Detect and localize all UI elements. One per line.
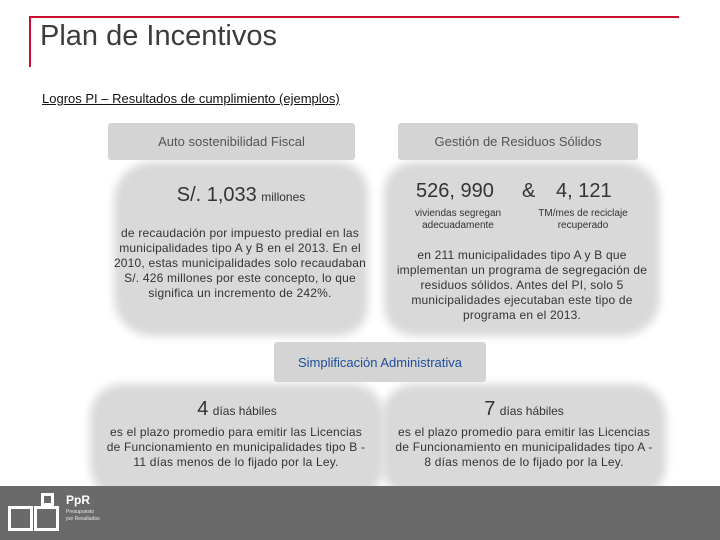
fiscal-description: de recaudación por impuesto predial en las municipalidades tipo A y B en el 2013. En el 2010, estas municipalidades solo recaudaban S/. 426 millones por este concepto, lo que significa un incremento de 242%. [113,226,367,300]
ppr-logo-sub-1: Presupuesto [66,509,95,515]
ppr-logo-sub-2: por Resultados [66,516,100,522]
residuos-value-2: 4, 121 [556,180,612,202]
header-accent-horizontal [29,16,679,18]
simplificacion-right-description: es el plazo promedio para emitir las Licencias de Funcionamiento en municipalidades tipo A - 8 días menos de lo fijado por la Ley. [395,425,653,469]
tab-simplificacion-label: Simplificación Administrativa [297,354,462,370]
simplificacion-left-days-unit: días hábiles [212,404,277,418]
tab-fiscal [108,123,355,160]
simplificacion-left-days: 4 [197,398,209,420]
tab-fiscal-label: Auto sostenibilidad Fiscal [158,134,305,149]
residuos-caption-1: viviendas segregan adecuadamente [414,208,502,231]
tab-simplificacion [274,342,486,382]
header-accent-vertical [29,16,31,67]
fiscal-amount: S/. 1,033 [176,184,257,206]
residuos-caption-2: TM/mes de reciclaje recuperado [538,208,628,231]
ppr-logo-icon [8,492,64,536]
simplificacion-right-days: 7 [484,398,496,420]
simplificacion-right-days-row [390,398,658,421]
residuos-description: en 211 municipalidades tipo A y B que implementan un programa de segregación de residuos sólidos. Antes del PI, solo 5 municipalidades ejecutaban este tipo de programa en el 2013. [396,248,648,322]
residuos-connector: & [522,180,536,202]
page-title: Plan de Incentivos [40,20,277,52]
ppr-logo-text: PpR [66,493,90,507]
fiscal-amount-row [108,184,374,207]
footer-bar [0,486,720,540]
simplificacion-right-days-unit: días hábiles [499,404,564,418]
residuos-value-1: 526, 990 [416,180,494,202]
simplificacion-left-days-row [98,398,376,421]
simplificacion-left-description: es el plazo promedio para emitir las Licencias de Funcionamiento en municipalidades tipo B - 11 días menos de lo fijado por la Ley. [106,425,366,469]
page-subtitle: Logros PI – Resultados de cumplimiento (ejemplos) [42,91,340,106]
fiscal-amount-unit: millones [261,190,306,204]
tab-residuos-label: Gestión de Residuos Sólidos [434,134,602,149]
tab-residuos [398,123,638,160]
